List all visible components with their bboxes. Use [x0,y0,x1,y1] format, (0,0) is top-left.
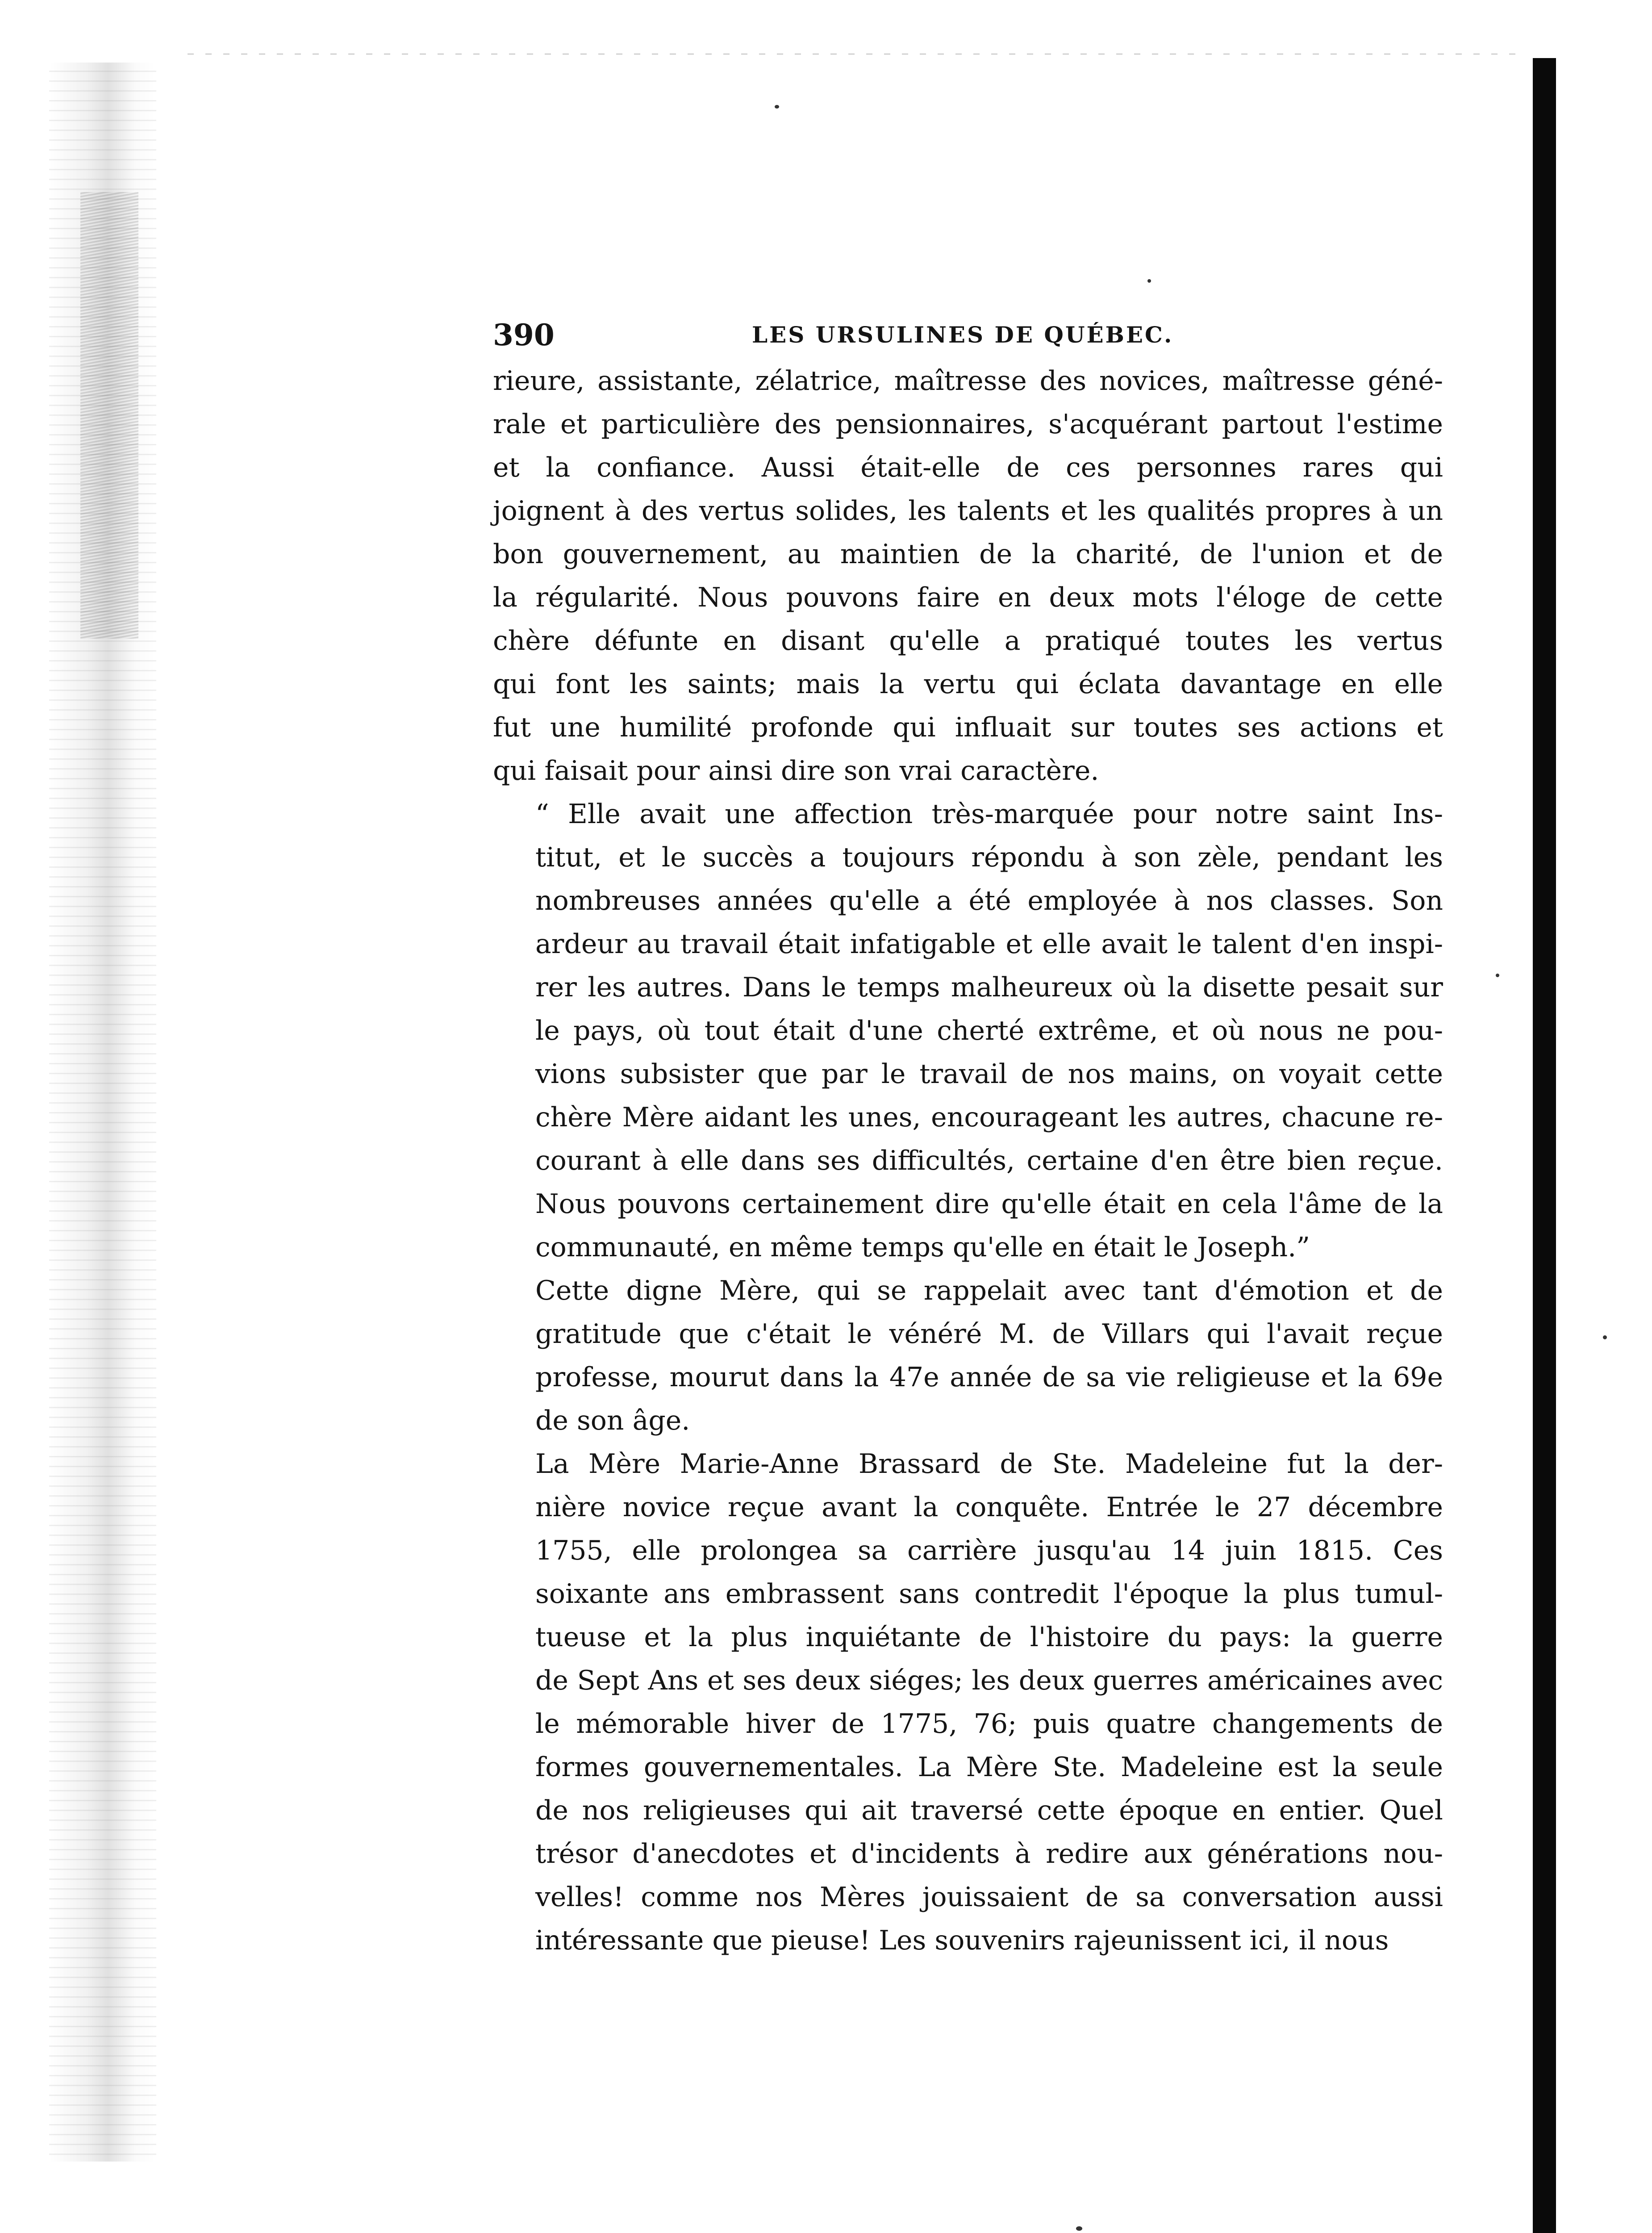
scan-speck [1147,279,1151,283]
text-line: La Mère Marie-Anne Brassard de Ste. Madeleine fut la der- [535,1448,1443,1480]
scan-speck [1496,974,1499,977]
text-line: vions subsister que par le travail de nos mains, on voyait cette [535,1058,1443,1090]
book-page [493,315,1443,1962]
text-line: soixante ans embrassent sans contredit l'époque la plus tumul- [535,1578,1443,1610]
scan-binding-shadow [80,192,138,639]
paragraph [493,1269,1443,1443]
text-line: formes gouvernementales. La Mère Ste. Madeleine est la seule [535,1752,1443,1783]
paragraph [493,360,1443,793]
text-line: la régularité. Nous pouvons faire en deux mots l'éloge de cette [493,582,1443,613]
text-line: trésor d'anecdotes et d'incidents à redire aux générations nou- [535,1838,1443,1869]
text-line: intéressante que pieuse! Les souvenirs rajeunissent ici, il nous [535,1925,1389,1956]
text-line: bon gouvernement, au maintien de la charité, de l'union et de [493,539,1443,570]
text-line: de nos religieuses qui ait traversé cette époque en entier. Quel [535,1795,1443,1826]
text-line: et la confiance. Aussi était-elle de ces personnes rares qui [493,452,1443,483]
scan-speck [1076,2226,1082,2231]
text-line: nombreuses années qu'elle a été employée à nos classes. Son [535,885,1443,916]
text-line: chère Mère aidant les unes, encourageant les autres, chacune re- [535,1102,1443,1133]
running-head [493,315,1443,355]
text-line: chère défunte en disant qu'elle a pratiqué toutes les vertus [493,625,1443,657]
page-number: 390 [493,318,555,352]
paragraph [493,1443,1443,1962]
text-line: communauté, en même temps qu'elle en était le Joseph.” [535,1232,1310,1263]
text-line: le pays, où tout était d'une cherté extrême, et où nous ne pou- [535,1015,1443,1046]
text-line: Nous pouvons certainement dire qu'elle était en cela l'âme de la [535,1188,1443,1220]
text-line: qui faisait pour ainsi dire son vrai caractère. [493,755,1099,786]
text-line: ardeur au travail était infatigable et elle avait le talent d'en inspi- [535,928,1443,960]
text-line: nière novice reçue avant la conquête. Entrée le 27 décembre [535,1492,1443,1523]
text-line: Cette digne Mère, qui se rappelait avec tant d'émotion et de [535,1275,1443,1306]
text-line: velles! comme nos Mères jouissaient de sa conversation aussi [535,1882,1443,1913]
text-line: de Sept Ans et ses deux siéges; les deux guerres américaines avec [535,1665,1443,1696]
text-line: courant à elle dans ses difficultés, certaine d'en être bien reçue. [535,1145,1443,1176]
text-line: joignent à des vertus solides, les talents et les qualités propres à un [493,495,1443,527]
text-line: de son âge. [535,1405,690,1436]
text-line: “ Elle avait une affection très-marquée pour notre saint Ins- [535,799,1443,830]
body-text [493,360,1443,1962]
running-head-title: LES URSULINES DE QUÉBEC. [752,322,1174,348]
text-line: tueuse et la plus inquiétante de l'histoire du pays: la guerre [535,1622,1443,1653]
text-line: rale et particulière des pensionnaires, s'acquérant partout l'estime [493,409,1443,440]
text-line: professe, mourut dans la 47e année de sa vie religieuse et la 69e [535,1362,1443,1393]
scan-speck [775,105,779,109]
paragraph [493,793,1443,1269]
scan-speck [1603,1335,1607,1339]
text-line: le mémorable hiver de 1775, 76; puis quatre changements de [535,1708,1443,1740]
text-line: gratitude que c'était le vénéré M. de Villars qui l'avait reçue [535,1318,1443,1350]
scan-right-border [1533,58,1556,2233]
text-line: 1755, elle prolongea sa carrière jusqu'au 14 juin 1815. Ces [535,1535,1443,1566]
text-line: titut, et le succès a toujours répondu à son zèle, pendant les [535,842,1443,873]
text-line: qui font les saints; mais la vertu qui éclata davantage en elle [493,669,1443,700]
text-line: fut une humilité profonde qui influait sur toutes ses actions et [493,712,1443,743]
text-line: rieure, assistante, zélatrice, maîtresse des novices, maîtresse géné- [493,365,1443,397]
text-line: rer les autres. Dans le temps malheureux où la disette pesait sur [535,972,1443,1003]
